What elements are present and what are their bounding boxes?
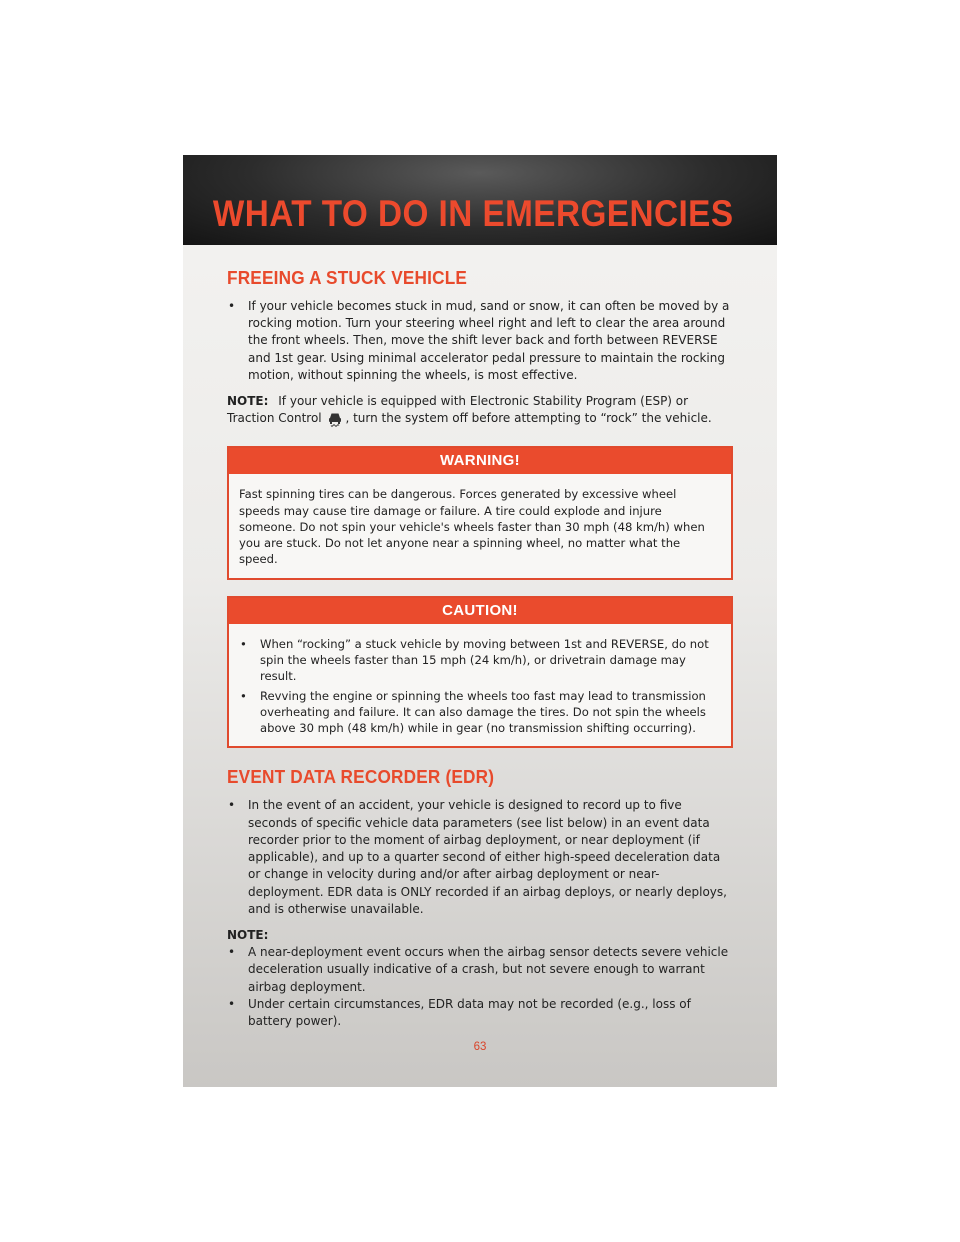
bullet-marker: • [240, 688, 247, 703]
warning-text: Fast spinning tires can be dangerous. Forces generated by excessive wheel speeds may cause tire damage or failure. A tire could explode and injure someone. Do not spin your vehicle's wheels faster than 30 mph (48 km/h) when you are stuck. Do not let anyone near a spinning wheel, no matter what the speed. [239, 487, 705, 567]
section-heading-freeing-stuck-vehicle: FREEING A STUCK VEHICLE [227, 267, 468, 288]
chapter-header [183, 155, 777, 245]
warning-box [227, 446, 733, 579]
bullet-marker: • [228, 798, 236, 813]
list-item [239, 636, 721, 685]
list-item [239, 688, 721, 737]
traction-control-icon [327, 410, 343, 428]
caution-box [227, 596, 733, 749]
warning-title: WARNING! [229, 448, 731, 474]
list-item [227, 944, 733, 996]
manual-page [183, 155, 777, 1087]
note-label: NOTE: [227, 394, 269, 409]
note-item-text: Under certain circumstances, EDR data may not be recorded (e.g., loss of battery power). [248, 996, 691, 1028]
note-paragraph [227, 393, 733, 428]
bullet-text: In the event of an accident, your vehicle is designed to record up to five seconds of specific vehicle data parameters (see list below) in an event data recorder prior to the moment of airbag deployment, or near deployment (if applicable), and up to a quarter second of either high-speed deceleration data or change in velocity during and/or after airbag deployment or near-deployment. EDR data is ONLY recorded if an airbag deploys, or nearly deploys, and is otherwise unavailable. [248, 798, 727, 916]
note-text-continued: , turn the system off before attempting to “rock” the vehicle. [345, 411, 712, 426]
caution-title: CAUTION! [229, 598, 731, 624]
bullet-marker: • [228, 299, 236, 313]
list-item [227, 797, 733, 917]
note-label: NOTE: [227, 927, 269, 942]
bullet-text: If your vehicle becomes stuck in mud, sand or snow, it can often be moved by a rocking motion. Turn your steering wheel right and left to clear the area around the front wheels. Then, move the shift lever back and forth between REVERSE and 1st gear. Using minimal accelerator pedal pressure to maintain the rocking motion, without spinning the wheels, is most effective. [248, 299, 730, 382]
bullet-marker: • [228, 945, 236, 960]
list-item [227, 996, 733, 1030]
chapter-title: WHAT TO DO IN EMERGENCIES [212, 193, 733, 234]
caution-body [229, 624, 731, 747]
page-content [227, 267, 733, 1030]
list-item [227, 298, 733, 384]
bullet-marker: • [228, 996, 236, 1011]
section-heading-event-data-recorder: EVENT DATA RECORDER (EDR) [227, 766, 495, 788]
bullet-marker: • [240, 636, 247, 651]
caution-item-text: Revving the engine or spinning the wheels too fast may lead to transmission overheating and failure. It can also damage the tires. Do not spin the wheels above 30 mph (48 km/h) while in gear (no transmission shifting occurring). [260, 688, 706, 736]
note-text: If your vehicle is equipped with Electronic Stability Program (ESP) or Traction Control [227, 394, 689, 426]
page-number: 63 [473, 1041, 487, 1053]
caution-item-text: When “rocking” a stuck vehicle by moving between 1st and REVERSE, do not spin the wheels faster than 15 mph (24 km/h), or drivetrain damage may result. [260, 636, 709, 684]
note-block [227, 927, 733, 1030]
note-item-text: A near-deployment event occurs when the airbag sensor detects severe vehicle deceleration usually indicative of a crash, but not severe enough to warrant airbag deployment. [248, 945, 729, 994]
